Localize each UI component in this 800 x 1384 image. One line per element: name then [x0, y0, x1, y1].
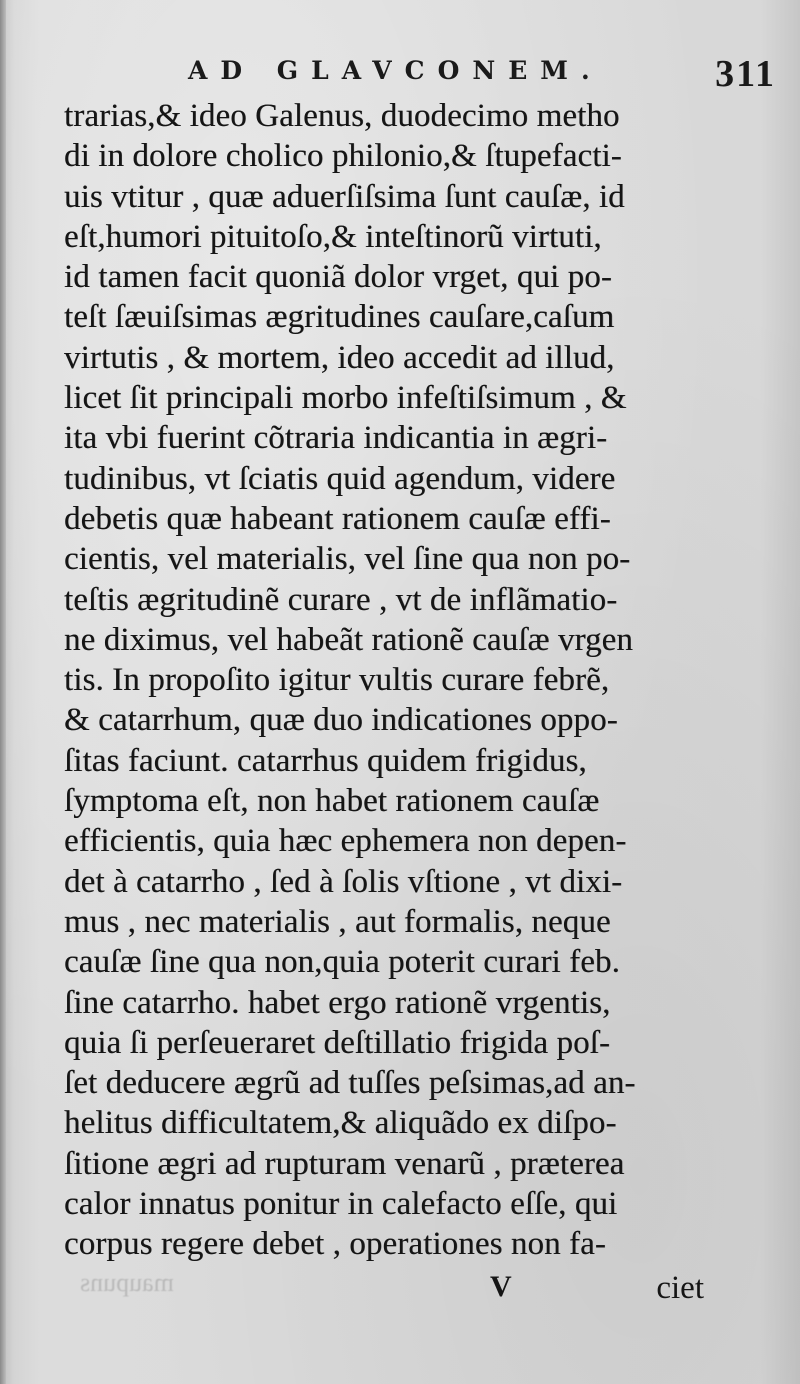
text-line: uis vtitur , quæ aduerſiſsima ſunt cauſæ, id [64, 178, 625, 215]
text-line: ne diximus, vel habeãt rationẽ cauſæ vrgen [64, 621, 634, 658]
text-line: quia ſi perſeueraret deſtillatio frigida poſ- [64, 1024, 611, 1061]
text-line: teſt ſæuiſsimas ægritudines cauſare,caſum [64, 299, 615, 336]
text-line: trarias,& ideo Galenus, duodecimo metho [64, 98, 620, 134]
text-line: helitus difficultatem,& aliquãdo ex diſpo- [64, 1105, 617, 1142]
text-line: ſitione ægri ad rupturam venarũ , præterea [64, 1145, 625, 1182]
show-through-bleed: maupuns [80, 1268, 174, 1297]
page-footer [64, 1270, 714, 1314]
text-line: di in dolore cholico philonio,& ſtupefacti- [64, 138, 622, 175]
page-number: 311 [715, 53, 776, 95]
running-head: AD GLAVCONEM. [188, 56, 603, 85]
text-line: calor innatus ponitur in calefacto eſſe, qui [64, 1186, 618, 1223]
text-line: & catarrhum, quæ duo indicationes oppo- [64, 702, 618, 739]
text-line: ita vbi fuerint cõtraria indicantia in ægri- [64, 420, 608, 457]
text-line: mus , nec materialis , aut formalis, neque [64, 903, 611, 940]
body-text [64, 96, 714, 1265]
text-line: ſet deducere ægrũ ad tuſſes peſsimas,ad an- [64, 1065, 636, 1102]
signature-mark: V [490, 1270, 512, 1303]
text-line: cauſæ ſine qua non,quia poterit curari feb. [64, 944, 620, 981]
page-header [60, 52, 780, 95]
text-line: ſitas faciunt. catarrhus quidem frigidus, [64, 742, 587, 779]
text-line: det à catarrho , ſed à ſolis vſtione , vt dixi- [64, 863, 623, 900]
page-gutter-shadow [0, 0, 6, 1384]
catchword: ciet [656, 1270, 704, 1306]
text-line: cientis, vel materialis, vel ſine qua non po- [64, 541, 631, 578]
text-line: tis. In propoſito igitur vultis curare febrẽ, [64, 662, 610, 699]
text-line: tudinibus, vt ſciatis quid agendum, videre [64, 460, 616, 497]
text-line: corpus regere debet , operationes non fa- [64, 1226, 606, 1263]
text-line: efficientis, quia hæc ephemera non depen- [64, 823, 627, 860]
text-line: debetis quæ habeant rationem cauſæ effi- [64, 500, 611, 537]
text-line: ſymptoma eſt, non habet rationem cauſæ [64, 783, 600, 820]
text-line: ſine catarrho. habet ergo rationẽ vrgentis, [64, 984, 611, 1021]
text-line: virtutis , & mortem, ideo accedit ad illud, [64, 339, 615, 376]
text-line: teſtis ægritudinẽ curare , vt de inflãmatio- [64, 581, 618, 618]
text-line: id tamen facit quoniã dolor vrget, qui po- [64, 259, 612, 296]
text-line: eſt,humori pituitoſo,& inteſtinorũ virtuti, [64, 218, 602, 255]
text-line: licet ſit principali morbo infeſtiſsimum , & [64, 380, 627, 417]
